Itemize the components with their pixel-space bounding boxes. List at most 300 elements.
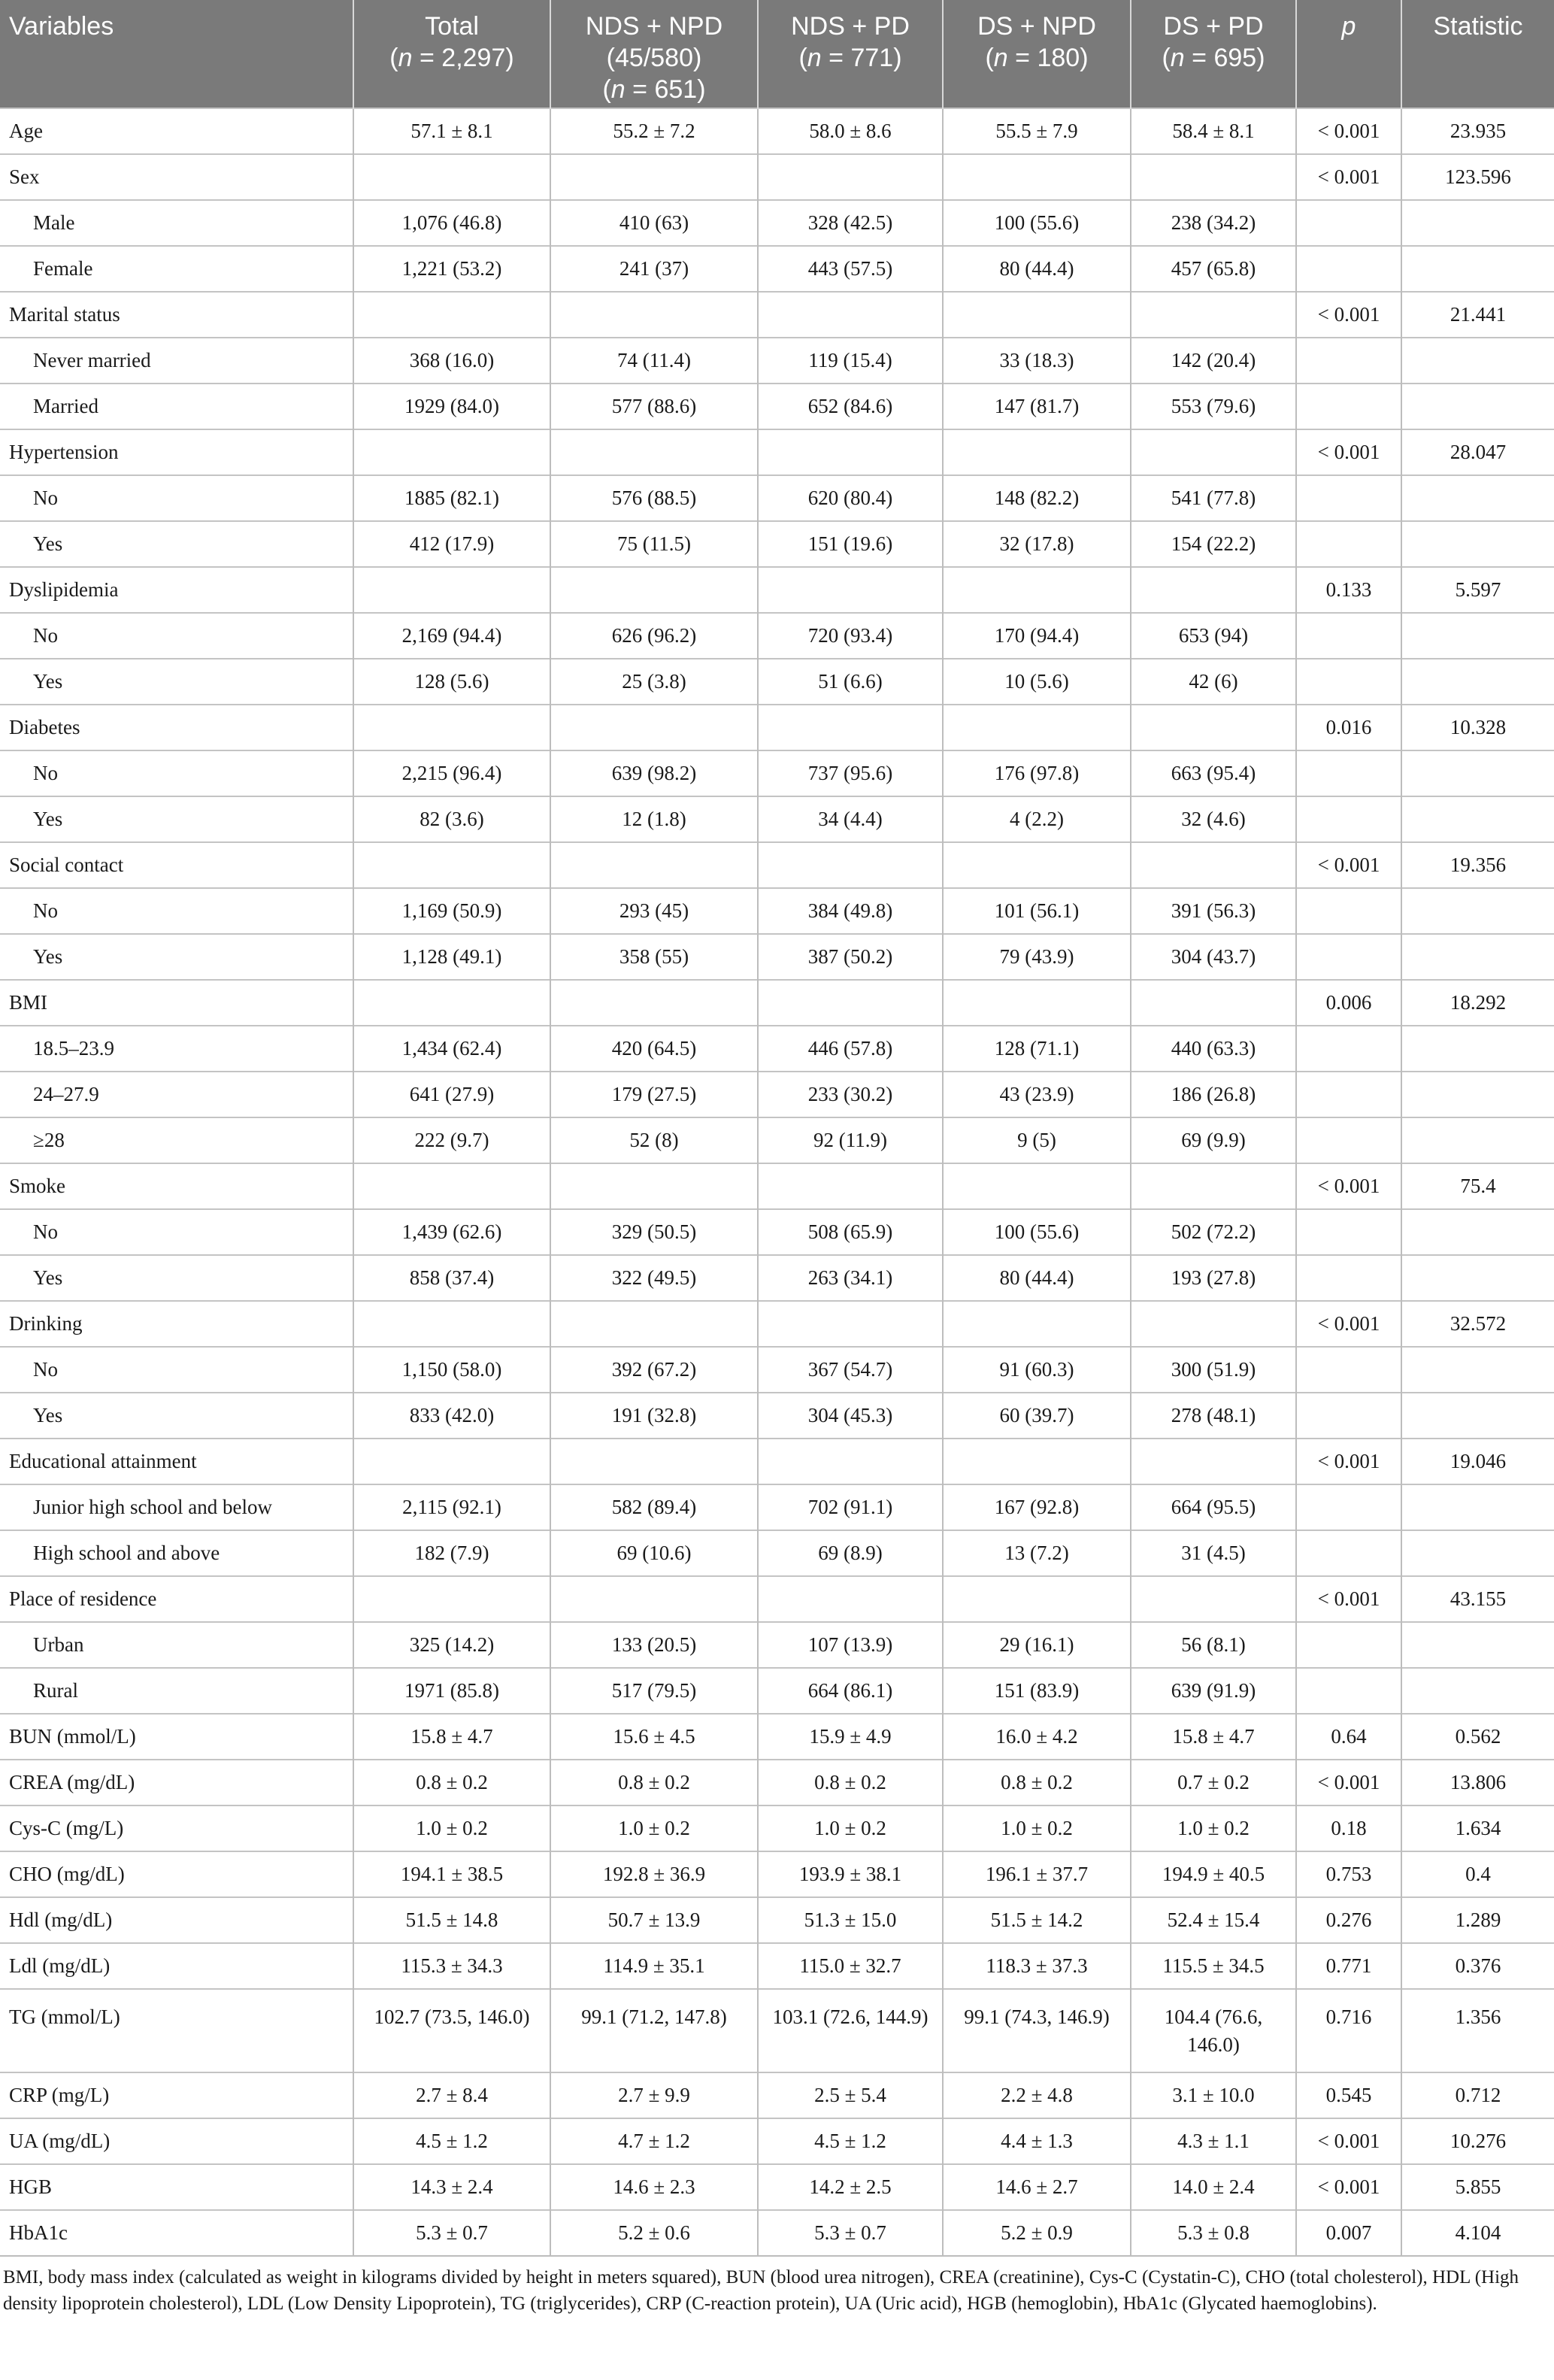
table-cell: 13 (7.2) <box>943 1530 1131 1576</box>
variable-label: No <box>0 475 353 521</box>
variable-label: BUN (mmol/L) <box>0 1714 353 1760</box>
table-cell: 115.0 ± 32.7 <box>758 1943 943 1989</box>
table-cell: 82 (3.6) <box>353 796 550 842</box>
table-cell: 1.0 ± 0.2 <box>353 1805 550 1851</box>
table-cell: 1,434 (62.4) <box>353 1026 550 1072</box>
table-cell: 151 (19.6) <box>758 521 943 567</box>
table-cell: 9 (5) <box>943 1117 1131 1163</box>
table-subrow <box>0 1668 1554 1714</box>
variable-label: Male <box>0 200 353 246</box>
table-cell: 15.6 ± 4.5 <box>550 1714 758 1760</box>
variable-label: Yes <box>0 934 353 980</box>
table-cell: 32 (4.6) <box>1131 796 1296 842</box>
table-cell <box>943 154 1131 200</box>
table-subrow <box>0 1347 1554 1393</box>
table-row <box>0 2164 1554 2210</box>
table-cell <box>1401 1668 1554 1714</box>
table-subrow <box>0 1484 1554 1530</box>
table-cell <box>550 842 758 888</box>
table-cell: 639 (91.9) <box>1131 1668 1296 1714</box>
table-cell <box>550 705 758 750</box>
table-cell: 639 (98.2) <box>550 750 758 796</box>
table-row <box>0 705 1554 750</box>
table-cell: 263 (34.1) <box>758 1255 943 1301</box>
table-cell: 1.0 ± 0.2 <box>758 1805 943 1851</box>
table-cell <box>550 292 758 338</box>
table-cell: 115.5 ± 34.5 <box>1131 1943 1296 1989</box>
table-cell <box>1401 1393 1554 1439</box>
table-cell: 541 (77.8) <box>1131 475 1296 521</box>
table-cell <box>1401 475 1554 521</box>
table-subrow <box>0 384 1554 429</box>
column-header <box>758 0 943 108</box>
table-cell <box>1401 1255 1554 1301</box>
table-cell: 0.8 ± 0.2 <box>353 1760 550 1805</box>
table-cell <box>1401 1117 1554 1163</box>
variable-label: No <box>0 888 353 934</box>
table-cell: 192.8 ± 36.9 <box>550 1851 758 1897</box>
table-cell: 2,215 (96.4) <box>353 750 550 796</box>
table-cell: 13.806 <box>1401 1760 1554 1805</box>
table-cell: 2.2 ± 4.8 <box>943 2072 1131 2118</box>
table-cell: 0.753 <box>1296 1851 1401 1897</box>
table-cell: < 0.001 <box>1296 1301 1401 1347</box>
table-row <box>0 2072 1554 2118</box>
table-cell: < 0.001 <box>1296 2118 1401 2164</box>
table-cell <box>353 429 550 475</box>
table-cell: 5.3 ± 0.7 <box>758 2210 943 2256</box>
column-header-line: (n = 180) <box>985 44 1089 72</box>
variable-label: Educational attainment <box>0 1439 353 1484</box>
table-cell: < 0.001 <box>1296 842 1401 888</box>
table-subrow <box>0 1393 1554 1439</box>
variable-label: Sex <box>0 154 353 200</box>
table-subrow <box>0 659 1554 705</box>
table-cell: 652 (84.6) <box>758 384 943 429</box>
variable-label: UA (mg/dL) <box>0 2118 353 2164</box>
table-cell: 69 (8.9) <box>758 1530 943 1576</box>
table-subrow <box>0 1530 1554 1576</box>
table-cell: 2.7 ± 8.4 <box>353 2072 550 2118</box>
table-cell <box>1296 246 1401 292</box>
variable-label: High school and above <box>0 1530 353 1576</box>
variable-label: TG (mmol/L) <box>0 1989 353 2072</box>
table-cell: 51 (6.6) <box>758 659 943 705</box>
table-cell: 1,169 (50.9) <box>353 888 550 934</box>
column-header-line: DS + NPD <box>977 12 1096 41</box>
header-row <box>0 0 1554 108</box>
variable-label: Female <box>0 246 353 292</box>
table-cell: 1929 (84.0) <box>353 384 550 429</box>
table-cell: 10 (5.6) <box>943 659 1131 705</box>
table-cell: 51.3 ± 15.0 <box>758 1897 943 1943</box>
table-row <box>0 2210 1554 2256</box>
table-row <box>0 567 1554 613</box>
table-cell <box>1296 796 1401 842</box>
table-cell <box>1131 154 1296 200</box>
table-cell <box>353 980 550 1026</box>
table-cell <box>943 705 1131 750</box>
table-cell: < 0.001 <box>1296 1760 1401 1805</box>
table-cell: 118.3 ± 37.3 <box>943 1943 1131 1989</box>
table-cell: 15.8 ± 4.7 <box>353 1714 550 1760</box>
column-header <box>0 0 353 108</box>
table-cell: 58.4 ± 8.1 <box>1131 108 1296 154</box>
column-header <box>943 0 1131 108</box>
table-cell: 14.6 ± 2.7 <box>943 2164 1131 2210</box>
table-cell <box>550 1163 758 1209</box>
table-cell: 194.1 ± 38.5 <box>353 1851 550 1897</box>
variable-label: Age <box>0 108 353 154</box>
table-cell <box>943 567 1131 613</box>
table-cell: 664 (95.5) <box>1131 1484 1296 1530</box>
table-cell <box>1401 1484 1554 1530</box>
table-cell: 14.6 ± 2.3 <box>550 2164 758 2210</box>
table-cell: 3.1 ± 10.0 <box>1131 2072 1296 2118</box>
table-cell: 176 (97.8) <box>943 750 1131 796</box>
table-body <box>0 108 1554 2256</box>
table-cell <box>1401 613 1554 659</box>
table-cell: 80 (44.4) <box>943 246 1131 292</box>
table-cell <box>1296 659 1401 705</box>
table-cell: 328 (42.5) <box>758 200 943 246</box>
table-cell: 14.2 ± 2.5 <box>758 2164 943 2210</box>
variable-label: No <box>0 613 353 659</box>
table-cell: 0.4 <box>1401 1851 1554 1897</box>
table-cell: 31 (4.5) <box>1131 1530 1296 1576</box>
table-cell: 1.0 ± 0.2 <box>943 1805 1131 1851</box>
table-cell <box>943 1163 1131 1209</box>
table-cell <box>943 1301 1131 1347</box>
table-cell: 191 (32.8) <box>550 1393 758 1439</box>
table-cell: 653 (94) <box>1131 613 1296 659</box>
table-cell: 663 (95.4) <box>1131 750 1296 796</box>
table-cell: 0.8 ± 0.2 <box>550 1760 758 1805</box>
table-cell: 28.047 <box>1401 429 1554 475</box>
table-cell <box>353 1439 550 1484</box>
table-cell <box>1401 796 1554 842</box>
column-header-line: (n = 695) <box>1162 44 1265 72</box>
table-cell: 576 (88.5) <box>550 475 758 521</box>
table-cell: 10.328 <box>1401 705 1554 750</box>
variable-label: Junior high school and below <box>0 1484 353 1530</box>
table-cell <box>1401 1026 1554 1072</box>
table-cell <box>1296 1393 1401 1439</box>
table-cell <box>1296 1209 1401 1255</box>
table-cell: 582 (89.4) <box>550 1484 758 1530</box>
table-cell <box>758 154 943 200</box>
table-cell: 14.3 ± 2.4 <box>353 2164 550 2210</box>
table-cell: 51.5 ± 14.8 <box>353 1897 550 1943</box>
variable-label: HbA1c <box>0 2210 353 2256</box>
table-row <box>0 980 1554 1026</box>
table-cell: 0.007 <box>1296 2210 1401 2256</box>
table-cell: 193.9 ± 38.1 <box>758 1851 943 1897</box>
variable-label: BMI <box>0 980 353 1026</box>
table-cell: 304 (45.3) <box>758 1393 943 1439</box>
table-cell: 10.276 <box>1401 2118 1554 2164</box>
table-cell <box>550 154 758 200</box>
table-cell <box>758 1576 943 1622</box>
variable-label: ≥28 <box>0 1117 353 1163</box>
table-cell <box>1296 888 1401 934</box>
table-cell <box>1296 934 1401 980</box>
table-subrow <box>0 1622 1554 1668</box>
table-cell <box>1401 934 1554 980</box>
table-cell: 1.634 <box>1401 1805 1554 1851</box>
table-cell: 179 (27.5) <box>550 1072 758 1117</box>
table-cell: 102.7 (73.5, 146.0) <box>353 1989 550 2072</box>
table-cell: 0.562 <box>1401 1714 1554 1760</box>
variable-label: Marital status <box>0 292 353 338</box>
variable-label: CHO (mg/dL) <box>0 1851 353 1897</box>
table-cell: 18.292 <box>1401 980 1554 1026</box>
table-cell: 1971 (85.8) <box>353 1668 550 1714</box>
variable-label: Place of residence <box>0 1576 353 1622</box>
table-cell: 194.9 ± 40.5 <box>1131 1851 1296 1897</box>
table-subrow <box>0 888 1554 934</box>
table-cell: < 0.001 <box>1296 1576 1401 1622</box>
table-cell: < 0.001 <box>1296 1439 1401 1484</box>
table-cell: 12 (1.8) <box>550 796 758 842</box>
table-cell <box>758 292 943 338</box>
table-cell <box>1296 475 1401 521</box>
column-header-line: (n = 2,297) <box>389 44 514 72</box>
table-cell: 0.712 <box>1401 2072 1554 2118</box>
variable-label: Married <box>0 384 353 429</box>
table-cell: 517 (79.5) <box>550 1668 758 1714</box>
table-cell: 147 (81.7) <box>943 384 1131 429</box>
table-cell: < 0.001 <box>1296 429 1401 475</box>
table-cell <box>1296 1255 1401 1301</box>
table-cell <box>353 842 550 888</box>
table-row <box>0 1714 1554 1760</box>
table-cell <box>353 1576 550 1622</box>
column-header-line: (n = 651) <box>602 75 706 104</box>
table-cell: 19.046 <box>1401 1439 1554 1484</box>
table-cell <box>1401 1530 1554 1576</box>
table-cell <box>1296 1530 1401 1576</box>
table-cell <box>1131 1576 1296 1622</box>
table-cell: 0.8 ± 0.2 <box>758 1760 943 1805</box>
table-cell: 2,115 (92.1) <box>353 1484 550 1530</box>
table-cell: 392 (67.2) <box>550 1347 758 1393</box>
table-cell: 99.1 (74.3, 146.9) <box>943 1989 1131 2072</box>
table-cell: 92 (11.9) <box>758 1117 943 1163</box>
table-cell: 100 (55.6) <box>943 1209 1131 1255</box>
table-cell: 107 (13.9) <box>758 1622 943 1668</box>
table-cell: 14.0 ± 2.4 <box>1131 2164 1296 2210</box>
table-subrow <box>0 246 1554 292</box>
table-subrow <box>0 338 1554 384</box>
variable-label: Yes <box>0 521 353 567</box>
table-cell: 4.5 ± 1.2 <box>353 2118 550 2164</box>
table-cell: 133 (20.5) <box>550 1622 758 1668</box>
table-cell: 99.1 (71.2, 147.8) <box>550 1989 758 2072</box>
table-cell <box>1401 1347 1554 1393</box>
table-cell <box>758 1163 943 1209</box>
table-cell <box>1296 384 1401 429</box>
table-cell: 55.5 ± 7.9 <box>943 108 1131 154</box>
variable-label: Ldl (mg/dL) <box>0 1943 353 1989</box>
table-subrow <box>0 1026 1554 1072</box>
table-cell: 222 (9.7) <box>353 1117 550 1163</box>
table-cell <box>1401 1622 1554 1668</box>
table-cell: 154 (22.2) <box>1131 521 1296 567</box>
table-cell: 553 (79.6) <box>1131 384 1296 429</box>
table-cell: < 0.001 <box>1296 2164 1401 2210</box>
table-cell: 391 (56.3) <box>1131 888 1296 934</box>
table-cell: < 0.001 <box>1296 154 1401 200</box>
table-cell <box>1296 1026 1401 1072</box>
table-cell: 1.0 ± 0.2 <box>550 1805 758 1851</box>
table-cell: 626 (96.2) <box>550 613 758 659</box>
column-header <box>550 0 758 108</box>
table-cell: 148 (82.2) <box>943 475 1131 521</box>
table-cell: 0.18 <box>1296 1805 1401 1851</box>
table-cell: 1,076 (46.8) <box>353 200 550 246</box>
table-cell: 193 (27.8) <box>1131 1255 1296 1301</box>
table-cell: 57.1 ± 8.1 <box>353 108 550 154</box>
variable-label: Smoke <box>0 1163 353 1209</box>
table-cell: 5.2 ± 0.9 <box>943 2210 1131 2256</box>
table-cell <box>758 980 943 1026</box>
table-cell: 325 (14.2) <box>353 1622 550 1668</box>
table-cell <box>1131 429 1296 475</box>
table-cell <box>550 1439 758 1484</box>
table-cell: 182 (7.9) <box>353 1530 550 1576</box>
table-cell <box>550 567 758 613</box>
table-subrow <box>0 521 1554 567</box>
table-row <box>0 1943 1554 1989</box>
table-row <box>0 1576 1554 1622</box>
table-cell <box>1296 521 1401 567</box>
table-cell <box>943 292 1131 338</box>
table-cell <box>550 1301 758 1347</box>
table-cell <box>1296 338 1401 384</box>
table-cell: 577 (88.6) <box>550 384 758 429</box>
variable-label: 18.5–23.9 <box>0 1026 353 1072</box>
table-cell: 60 (39.7) <box>943 1393 1131 1439</box>
variable-label: Yes <box>0 1255 353 1301</box>
table-row <box>0 1989 1554 2072</box>
table-cell: 2.5 ± 5.4 <box>758 2072 943 2118</box>
table-cell <box>1401 1072 1554 1117</box>
table-cell <box>353 567 550 613</box>
variable-label: Rural <box>0 1668 353 1714</box>
table-cell: 278 (48.1) <box>1131 1393 1296 1439</box>
table-cell <box>1401 246 1554 292</box>
table-cell: 440 (63.3) <box>1131 1026 1296 1072</box>
table-cell <box>1296 1347 1401 1393</box>
table-row <box>0 1163 1554 1209</box>
table-cell <box>1401 384 1554 429</box>
table-row <box>0 1439 1554 1484</box>
table-cell: 0.716 <box>1296 1989 1401 2072</box>
variable-label: Drinking <box>0 1301 353 1347</box>
table-cell <box>1296 200 1401 246</box>
table-cell <box>353 705 550 750</box>
table-cell <box>1131 567 1296 613</box>
table-cell: 412 (17.9) <box>353 521 550 567</box>
table-cell: 737 (95.6) <box>758 750 943 796</box>
table-cell: 410 (63) <box>550 200 758 246</box>
table-row <box>0 154 1554 200</box>
table-cell: 23.935 <box>1401 108 1554 154</box>
table-cell: 19.356 <box>1401 842 1554 888</box>
table-subrow <box>0 750 1554 796</box>
column-header-line: (45/580) <box>606 44 702 72</box>
table-cell: < 0.001 <box>1296 292 1401 338</box>
table-cell: 0.7 ± 0.2 <box>1131 1760 1296 1805</box>
table-cell: 329 (50.5) <box>550 1209 758 1255</box>
table-cell: 33 (18.3) <box>943 338 1131 384</box>
table-cell <box>1401 1209 1554 1255</box>
table-cell: 1.0 ± 0.2 <box>1131 1805 1296 1851</box>
variable-label: No <box>0 1347 353 1393</box>
table-cell: 114.9 ± 35.1 <box>550 1943 758 1989</box>
table-cell: 34 (4.4) <box>758 796 943 842</box>
table-cell: 5.597 <box>1401 567 1554 613</box>
table-cell: 128 (5.6) <box>353 659 550 705</box>
table-cell <box>758 429 943 475</box>
table-cell: 103.1 (72.6, 144.9) <box>758 1989 943 2072</box>
table-cell: 304 (43.7) <box>1131 934 1296 980</box>
column-header <box>1296 0 1401 108</box>
table-cell: 75 (11.5) <box>550 521 758 567</box>
variable-label: Hdl (mg/dL) <box>0 1897 353 1943</box>
table-cell: 0.64 <box>1296 1714 1401 1760</box>
table-cell: 128 (71.1) <box>943 1026 1131 1072</box>
table-cell: 300 (51.9) <box>1131 1347 1296 1393</box>
table-cell: 43.155 <box>1401 1576 1554 1622</box>
table-cell: 16.0 ± 4.2 <box>943 1714 1131 1760</box>
table-cell: 104.4 (76.6, 146.0) <box>1131 1989 1296 2072</box>
table-cell: 4 (2.2) <box>943 796 1131 842</box>
table-cell: 75.4 <box>1401 1163 1554 1209</box>
table-row <box>0 1301 1554 1347</box>
table-cell: 0.771 <box>1296 1943 1401 1989</box>
table-cell: 4.4 ± 1.3 <box>943 2118 1131 2164</box>
table-cell: 79 (43.9) <box>943 934 1131 980</box>
column-header <box>1131 0 1296 108</box>
table-cell: 43 (23.9) <box>943 1072 1131 1117</box>
table-cell: 368 (16.0) <box>353 338 550 384</box>
table-cell: 123.596 <box>1401 154 1554 200</box>
variable-label: Yes <box>0 796 353 842</box>
table-cell: 502 (72.2) <box>1131 1209 1296 1255</box>
table-cell: 241 (37) <box>550 246 758 292</box>
table-cell <box>758 567 943 613</box>
table-cell <box>943 1439 1131 1484</box>
variable-label: No <box>0 750 353 796</box>
table-cell: 5.855 <box>1401 2164 1554 2210</box>
table-cell: 58.0 ± 8.6 <box>758 108 943 154</box>
table-cell <box>1401 750 1554 796</box>
table-cell: 151 (83.9) <box>943 1668 1131 1714</box>
table-cell <box>943 429 1131 475</box>
table-cell: 186 (26.8) <box>1131 1072 1296 1117</box>
variable-label: Social contact <box>0 842 353 888</box>
variable-label: Yes <box>0 659 353 705</box>
table-subrow <box>0 1255 1554 1301</box>
table-subrow <box>0 934 1554 980</box>
table-cell <box>1401 659 1554 705</box>
table-cell: 702 (91.1) <box>758 1484 943 1530</box>
table-cell: 25 (3.8) <box>550 659 758 705</box>
table-cell <box>943 980 1131 1026</box>
table-footnote: BMI, body mass index (calculated as weight in kilograms divided by height in meters squared), BUN (blood urea nitrogen), CREA (creatinine), Cys-C (Cystatin-C), CHO (total cholesterol), HDL (High density lipoprotein cholesterol), LDL (Low Density Lipoprotein), TG (triglycerides), CRP (C-reaction protein), UA (Uric acid), HGB (hemoglobin), HbA1c (Glycated haemoglobins). <box>3 2267 1519 2314</box>
